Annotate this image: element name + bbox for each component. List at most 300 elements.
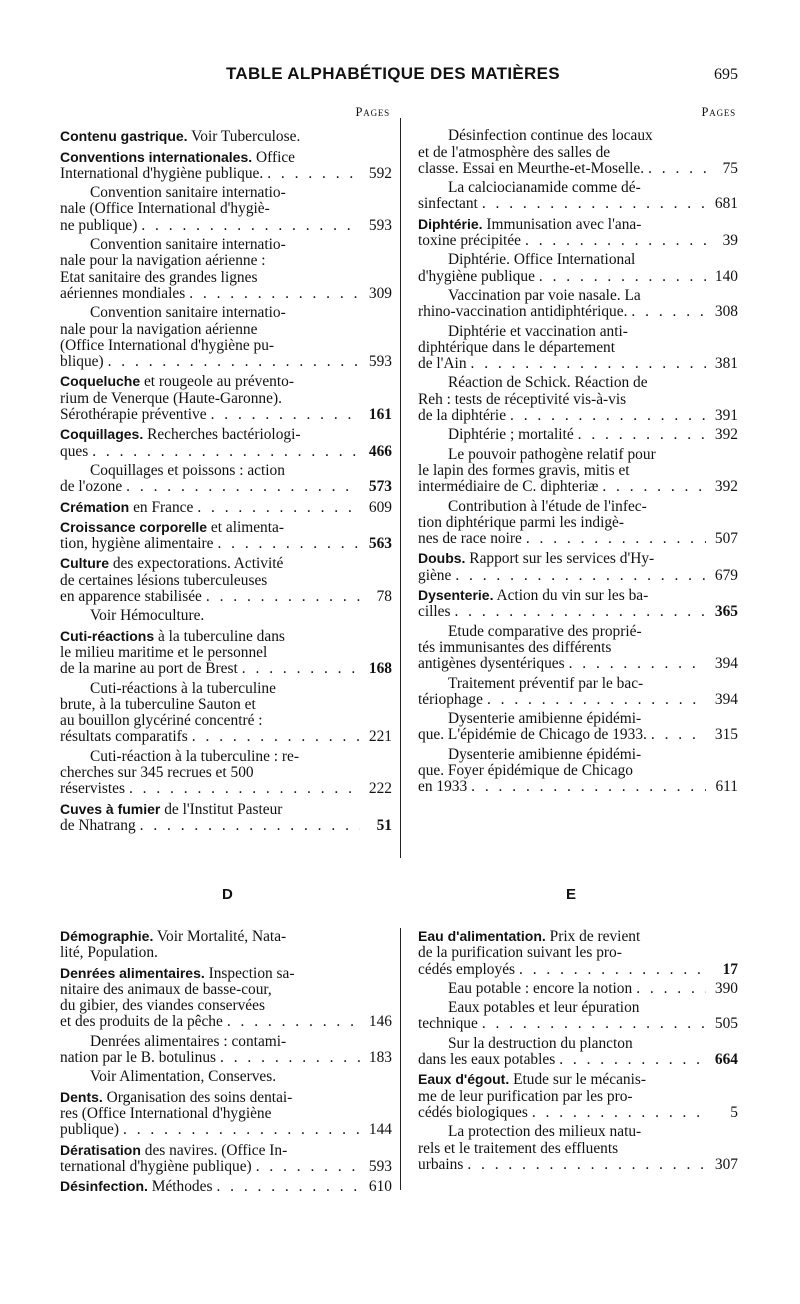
entry-line <box>60 801 392 818</box>
entry-line <box>60 945 392 961</box>
leader-dots <box>197 500 360 516</box>
entry-line <box>60 128 392 145</box>
entry-text: Voir Tuberculose. <box>187 128 301 146</box>
entry-text: et alimenta- <box>207 518 284 536</box>
entry-line <box>418 161 738 177</box>
entry-text: Réaction de Schick. Réaction de <box>448 374 648 392</box>
entry-text: de l'Institut Pasteur <box>160 800 283 818</box>
entry-heading: Eaux d'égout. <box>418 1071 510 1088</box>
entry-line <box>418 962 738 978</box>
entry-text: Voir Hémoculture. <box>90 607 205 625</box>
leader-dots <box>123 1122 360 1138</box>
entry-line <box>418 252 738 268</box>
entry-line <box>60 218 392 234</box>
entry-text: en apparence stabilisée <box>60 588 202 606</box>
page-reference: 593 <box>368 216 392 234</box>
index-entry <box>60 128 392 145</box>
leader-dots <box>631 304 706 320</box>
entry-line <box>418 981 738 997</box>
entry-line <box>60 661 392 677</box>
page-reference: 222 <box>368 780 392 798</box>
entry-line <box>418 479 738 495</box>
index-column-left-bottom <box>60 928 392 1198</box>
entry-text: La calciocianamide comme dé- <box>448 179 641 197</box>
entry-line <box>60 444 392 460</box>
entry-line <box>60 1106 392 1122</box>
index-entry <box>418 747 738 796</box>
leader-dots <box>92 444 360 460</box>
entry-line <box>60 1034 392 1050</box>
page-reference: 664 <box>714 1051 738 1069</box>
entry-line <box>60 628 392 645</box>
leader-dots <box>532 1105 706 1121</box>
entry-text: Diphtérie ; mortalité <box>448 426 574 444</box>
entry-heading: Désinfection. <box>60 1178 148 1195</box>
entry-line <box>60 1122 392 1138</box>
entry-text: rhino-vaccination antidiphtérique. <box>418 303 628 321</box>
entry-line <box>60 818 392 834</box>
page-reference: 161 <box>368 406 392 424</box>
entries <box>418 128 738 795</box>
entry-line <box>60 426 392 443</box>
entry-line <box>60 781 392 797</box>
entry-text: Désinfection continue des locaux <box>448 127 653 145</box>
index-entry <box>60 373 392 423</box>
entry-text: Office <box>252 148 296 166</box>
entry-line <box>60 1178 392 1195</box>
index-entry <box>418 624 738 673</box>
entry-heading: Croissance corporelle <box>60 518 208 535</box>
page-reference: 609 <box>368 498 392 516</box>
entry-text: nes de race noire <box>418 530 522 548</box>
entry-text: publique) <box>60 1121 119 1139</box>
entry-text: Coquillages et poissons : action <box>90 461 285 479</box>
leader-dots <box>455 568 706 584</box>
page-reference: 381 <box>714 355 738 373</box>
entry-line <box>418 1052 738 1068</box>
entry-text: sinfectant <box>418 195 478 213</box>
leader-dots <box>487 692 706 708</box>
entry-line <box>418 550 738 567</box>
entry-text: et des produits de la pêche <box>60 1013 223 1031</box>
index-entry <box>418 180 738 213</box>
page-reference: 308 <box>714 303 738 321</box>
entry-text: et de l'atmosphère des salles de <box>418 143 611 161</box>
entry-line <box>418 604 738 620</box>
leader-dots <box>482 196 706 212</box>
page-reference: 144 <box>368 1121 392 1139</box>
entry-line <box>418 692 738 708</box>
entry-line <box>60 1014 392 1030</box>
entry-line <box>418 928 738 945</box>
entry-text: de certaines lésions tuberculeuses <box>60 571 268 589</box>
entry-text: cherches sur 345 recrues et 500 <box>60 763 254 781</box>
entry-line <box>418 676 738 692</box>
index-entry <box>418 216 738 250</box>
entry-line <box>418 711 738 727</box>
entry-line <box>418 324 738 340</box>
page-reference: 309 <box>368 284 392 302</box>
index-entry <box>60 628 392 678</box>
page-reference: 146 <box>368 1013 392 1031</box>
entry-line <box>60 237 392 253</box>
page-reference: 183 <box>368 1049 392 1067</box>
entry-line <box>60 286 392 302</box>
entry-heading: Denrées alimentaires. <box>60 964 205 981</box>
entry-text: Inspection sa- <box>204 964 295 982</box>
index-entry <box>418 375 738 424</box>
index-entry <box>60 681 392 746</box>
entry-text: Convention sanitaire internatio- <box>90 304 286 322</box>
leader-dots <box>217 536 360 552</box>
entry-text: en 1933 <box>418 778 468 796</box>
entry-text: giène <box>418 566 452 584</box>
entry-line <box>60 573 392 589</box>
entry-line <box>60 338 392 354</box>
entry-line <box>418 1000 738 1016</box>
entry-line <box>418 1016 738 1032</box>
entry-heading: Culture <box>60 555 109 572</box>
index-entry <box>60 1034 392 1067</box>
entry-text: tés immunisantes des différents <box>418 638 612 656</box>
entry-line <box>60 608 392 624</box>
index-entry <box>418 587 738 621</box>
entry-line <box>60 201 392 217</box>
entry-heading: Dents. <box>60 1088 103 1105</box>
entry-text: Reh : tests de réceptivité vis-à-vis <box>418 390 627 408</box>
entry-text: Prix de revient <box>545 928 641 945</box>
entry-line <box>60 1089 392 1106</box>
entry-heading: Démographie. <box>60 928 154 944</box>
section-letter-e: E <box>566 886 577 903</box>
page-reference: 390 <box>714 979 738 997</box>
entry-text: International d'hygiène publique. <box>60 164 264 182</box>
leader-dots <box>636 981 706 997</box>
entry-line <box>418 463 738 479</box>
entry-text: que. L'épidémie de Chicago de 1933. <box>418 726 647 744</box>
leader-dots <box>471 779 706 795</box>
page-reference: 392 <box>714 478 738 496</box>
entry-text: ne publique) <box>60 216 138 234</box>
page-reference: 507 <box>714 530 738 548</box>
entry-line <box>418 656 738 672</box>
entry-text: à la tuberculine dans <box>154 627 285 645</box>
page-reference: 592 <box>368 164 392 182</box>
entry-line <box>418 945 738 961</box>
leader-dots <box>467 1157 706 1173</box>
entry-text: me de leur purification par les pro- <box>418 1087 633 1105</box>
leader-dots <box>227 1014 360 1030</box>
entry-text: Sur la destruction du plancton <box>448 1034 633 1052</box>
index-entry <box>60 749 392 798</box>
entry-line <box>418 145 738 161</box>
leader-dots <box>129 781 360 797</box>
index-entry <box>60 608 392 624</box>
entry-text: classe. Essai en Meurthe-et-Moselle. <box>418 159 645 177</box>
page-reference: 610 <box>368 1178 392 1196</box>
index-entry <box>418 550 738 584</box>
index-column-left-top <box>60 104 392 837</box>
entry-text: Contribution à l'étude de l'infec- <box>448 497 647 515</box>
leader-dots <box>256 1159 360 1175</box>
entry-line <box>418 269 738 285</box>
entry-line <box>418 233 738 249</box>
entry-text: Cuti-réactions à la tuberculine <box>90 679 276 697</box>
entry-line <box>418 1089 738 1105</box>
leader-dots <box>267 166 360 182</box>
entry-line <box>418 288 738 304</box>
page-reference: 593 <box>368 353 392 371</box>
entry-line <box>418 747 738 763</box>
entry-line <box>60 1159 392 1175</box>
entry-line <box>418 128 738 144</box>
entry-text: nale pour la navigation aérienne : <box>60 252 266 270</box>
page-reference: 140 <box>714 267 738 285</box>
entry-text: que. Foyer épidémique de Chicago <box>418 761 633 779</box>
leader-dots <box>578 427 706 443</box>
index-entry <box>60 965 392 1031</box>
entry-text: Etat sanitaire des grandes lignes <box>60 268 258 286</box>
entry-line <box>60 407 392 423</box>
running-title: TABLE ALPHABÉTIQUE DES MATIÈRES <box>226 64 560 83</box>
entry-text: Convention sanitaire internatio- <box>90 184 286 202</box>
entry-line <box>418 356 738 372</box>
entry-text: Dysenterie amibienne épidémi- <box>448 745 642 763</box>
entry-line <box>60 270 392 286</box>
index-entry <box>418 128 738 177</box>
entry-text: cédés employés <box>418 960 516 978</box>
index-entry <box>418 981 738 997</box>
entry-text: (Office International d'hygiène pu- <box>60 336 275 354</box>
page-reference: 394 <box>714 690 738 708</box>
entry-line <box>418 196 738 212</box>
entry-line <box>418 1105 738 1121</box>
leader-dots <box>189 286 360 302</box>
leader-dots <box>126 479 360 495</box>
page-reference: 679 <box>714 566 738 584</box>
page-reference: 315 <box>714 726 738 744</box>
page-reference: 466 <box>368 442 392 460</box>
entry-text: cilles <box>418 603 451 621</box>
index-entry <box>418 676 738 709</box>
index-entry <box>60 1178 392 1195</box>
entry-line <box>418 624 738 640</box>
entry-line <box>60 749 392 765</box>
page-reference: 365 <box>714 603 738 621</box>
entry-line <box>418 515 738 531</box>
index-entry <box>418 288 738 321</box>
entry-text: Diphtérie. Office International <box>448 251 636 269</box>
entry-heading: Cuti-réactions <box>60 627 155 644</box>
leader-dots <box>454 604 706 620</box>
entry-line <box>60 681 392 697</box>
entry-line <box>418 1141 738 1157</box>
entry-text: urbains <box>418 1155 464 1173</box>
page-reference: 39 <box>722 232 738 250</box>
entry-text: Méthodes <box>147 1178 213 1196</box>
entry-text: rels et le traitement des effluents <box>418 1139 619 1157</box>
entry-text: Cuti-réaction à la tuberculine : re- <box>90 747 299 765</box>
entry-heading: Coqueluche <box>60 373 141 390</box>
entry-text: de la marine au port de Brest <box>60 660 238 678</box>
entry-line <box>418 427 738 443</box>
pages-label: Pages <box>701 105 736 119</box>
entry-text: le lapin des formes gravis, mitis et <box>418 461 630 479</box>
entry-line <box>418 1124 738 1140</box>
entry-text: diphtérique dans le département <box>418 338 616 356</box>
entry-line <box>60 354 392 370</box>
entry-line <box>60 645 392 661</box>
index-entry <box>60 237 392 302</box>
entry-heading: Dératisation <box>60 1141 141 1158</box>
leader-dots <box>569 656 706 672</box>
index-entry <box>418 324 738 373</box>
entry-line <box>60 1069 392 1085</box>
index-entry <box>418 1071 738 1121</box>
entry-text: des navires. (Office In- <box>140 1141 288 1159</box>
page-reference: 78 <box>376 588 392 606</box>
entry-line <box>60 519 392 536</box>
leader-dots <box>140 818 360 834</box>
entry-line <box>418 779 738 795</box>
entry-line <box>60 965 392 982</box>
entry-text: La protection des milieux natu- <box>448 1123 642 1141</box>
entry-text: Etude comparative des proprié- <box>448 622 642 640</box>
index-entry <box>60 499 392 516</box>
page-reference: 394 <box>714 655 738 673</box>
entry-text: res (Office International d'hygiène <box>60 1104 272 1122</box>
entry-line <box>418 304 738 320</box>
entry-line <box>60 166 392 182</box>
leader-dots <box>216 1179 360 1195</box>
page-reference: 563 <box>368 535 392 553</box>
entry-text: de l'ozone <box>60 478 123 496</box>
entry-line <box>60 499 392 516</box>
entry-text: Voir Mortalité, Nata- <box>153 928 287 945</box>
section-letter-d: D <box>222 886 233 903</box>
entry-line <box>418 499 738 515</box>
page-reference: 5 <box>730 1103 738 1121</box>
entry-line <box>418 1157 738 1173</box>
entry-heading: Doubs. <box>418 550 466 567</box>
index-entry <box>418 928 738 978</box>
index-entry <box>60 1089 392 1139</box>
entry-line <box>60 253 392 269</box>
entry-text: brute, à la tuberculine Sauton et <box>60 695 256 713</box>
index-entry <box>60 149 392 183</box>
entry-heading: Cuves à fumier <box>60 800 161 817</box>
leader-dots <box>525 233 706 249</box>
entry-text: de Nhatrang <box>60 816 136 834</box>
entry-text: tion, hygiène alimentaire <box>60 535 214 553</box>
entry-text: de la purification suivant les pro- <box>418 944 622 962</box>
entry-text: nale pour la navigation aérienne <box>60 320 258 338</box>
index-column-right-bottom <box>418 928 738 1176</box>
page-reference: 611 <box>715 778 738 796</box>
entry-text: Action du vin sur les ba- <box>493 587 649 605</box>
index-entry <box>60 185 392 234</box>
entry-line <box>60 305 392 321</box>
entry-line <box>418 727 738 743</box>
leader-dots <box>482 1016 706 1032</box>
entry-line <box>60 765 392 781</box>
page-reference: 51 <box>376 816 392 834</box>
entry-text: antigènes dysentériques <box>418 655 565 673</box>
entry-text: Diphtérie et vaccination anti- <box>448 322 628 340</box>
entry-line <box>60 713 392 729</box>
entry-heading: Coquillages. <box>60 426 144 443</box>
entry-text: Voir Alimentation, Conserves. <box>90 1068 277 1086</box>
entry-line <box>60 391 392 407</box>
entry-text: en France <box>129 498 194 516</box>
pages-label: Pages <box>355 105 390 119</box>
entry-heading: Eau d'alimentation. <box>418 928 546 944</box>
entry-text: technique <box>418 1015 478 1033</box>
entry-text: d'hygiène publique <box>418 267 535 285</box>
entry-text: aériennes mondiales <box>60 284 186 302</box>
entry-line <box>60 697 392 713</box>
entry-text: Dysenterie amibienne épidémi- <box>448 710 642 728</box>
index-entry <box>60 519 392 553</box>
leader-dots <box>206 589 360 605</box>
page-reference: 17 <box>722 960 738 978</box>
leader-dots <box>211 407 360 423</box>
leader-dots <box>651 727 706 743</box>
entry-line <box>418 375 738 391</box>
leader-dots <box>510 408 706 424</box>
entry-text: nale (Office International d'hygiè- <box>60 200 270 218</box>
index-column-right-top <box>418 104 738 799</box>
entry-line <box>418 531 738 547</box>
entry-line <box>418 1036 738 1052</box>
index-entry <box>418 447 738 496</box>
leader-dots <box>519 962 706 978</box>
entry-text: Organisation des soins dentai- <box>102 1088 293 1106</box>
entry-line <box>60 463 392 479</box>
entry-text: Vaccination par voie nasale. La <box>448 286 641 304</box>
entry-text: tion diphtérique parmi les indigè- <box>418 513 625 531</box>
entry-text: au bouillon glycériné concentré : <box>60 712 263 730</box>
entry-line <box>418 763 738 779</box>
entry-text: nation par le B. botulinus <box>60 1049 217 1067</box>
entry-line <box>418 216 738 233</box>
index-entry <box>418 1124 738 1173</box>
column-divider <box>400 928 401 1190</box>
entry-line <box>418 180 738 196</box>
index-entry <box>60 1142 392 1176</box>
entry-line <box>60 928 392 945</box>
entry-text: de la diphtérie <box>418 407 507 425</box>
entry-text: intermédiaire de C. diphteriæ <box>418 478 599 496</box>
entry-line <box>60 1050 392 1066</box>
leader-dots <box>471 356 706 372</box>
page-number: 695 <box>714 66 738 83</box>
entry-heading: Dysenterie. <box>418 587 494 604</box>
entry-text: Immunisation avec l'ana- <box>482 215 642 233</box>
entry-text: Etude sur le mécanis- <box>509 1071 646 1089</box>
index-entry <box>60 928 392 962</box>
entries <box>60 928 392 1195</box>
entry-text: le milieu maritime et le personnel <box>60 643 268 661</box>
entry-text: résultats comparatifs <box>60 728 188 746</box>
entry-text: Traitement préventif par le bac- <box>448 674 644 692</box>
entries <box>418 928 738 1173</box>
page-reference: 392 <box>714 426 738 444</box>
entry-line <box>418 408 738 424</box>
entry-text: réservistes <box>60 780 125 798</box>
entry-line <box>60 185 392 201</box>
entry-line <box>60 589 392 605</box>
